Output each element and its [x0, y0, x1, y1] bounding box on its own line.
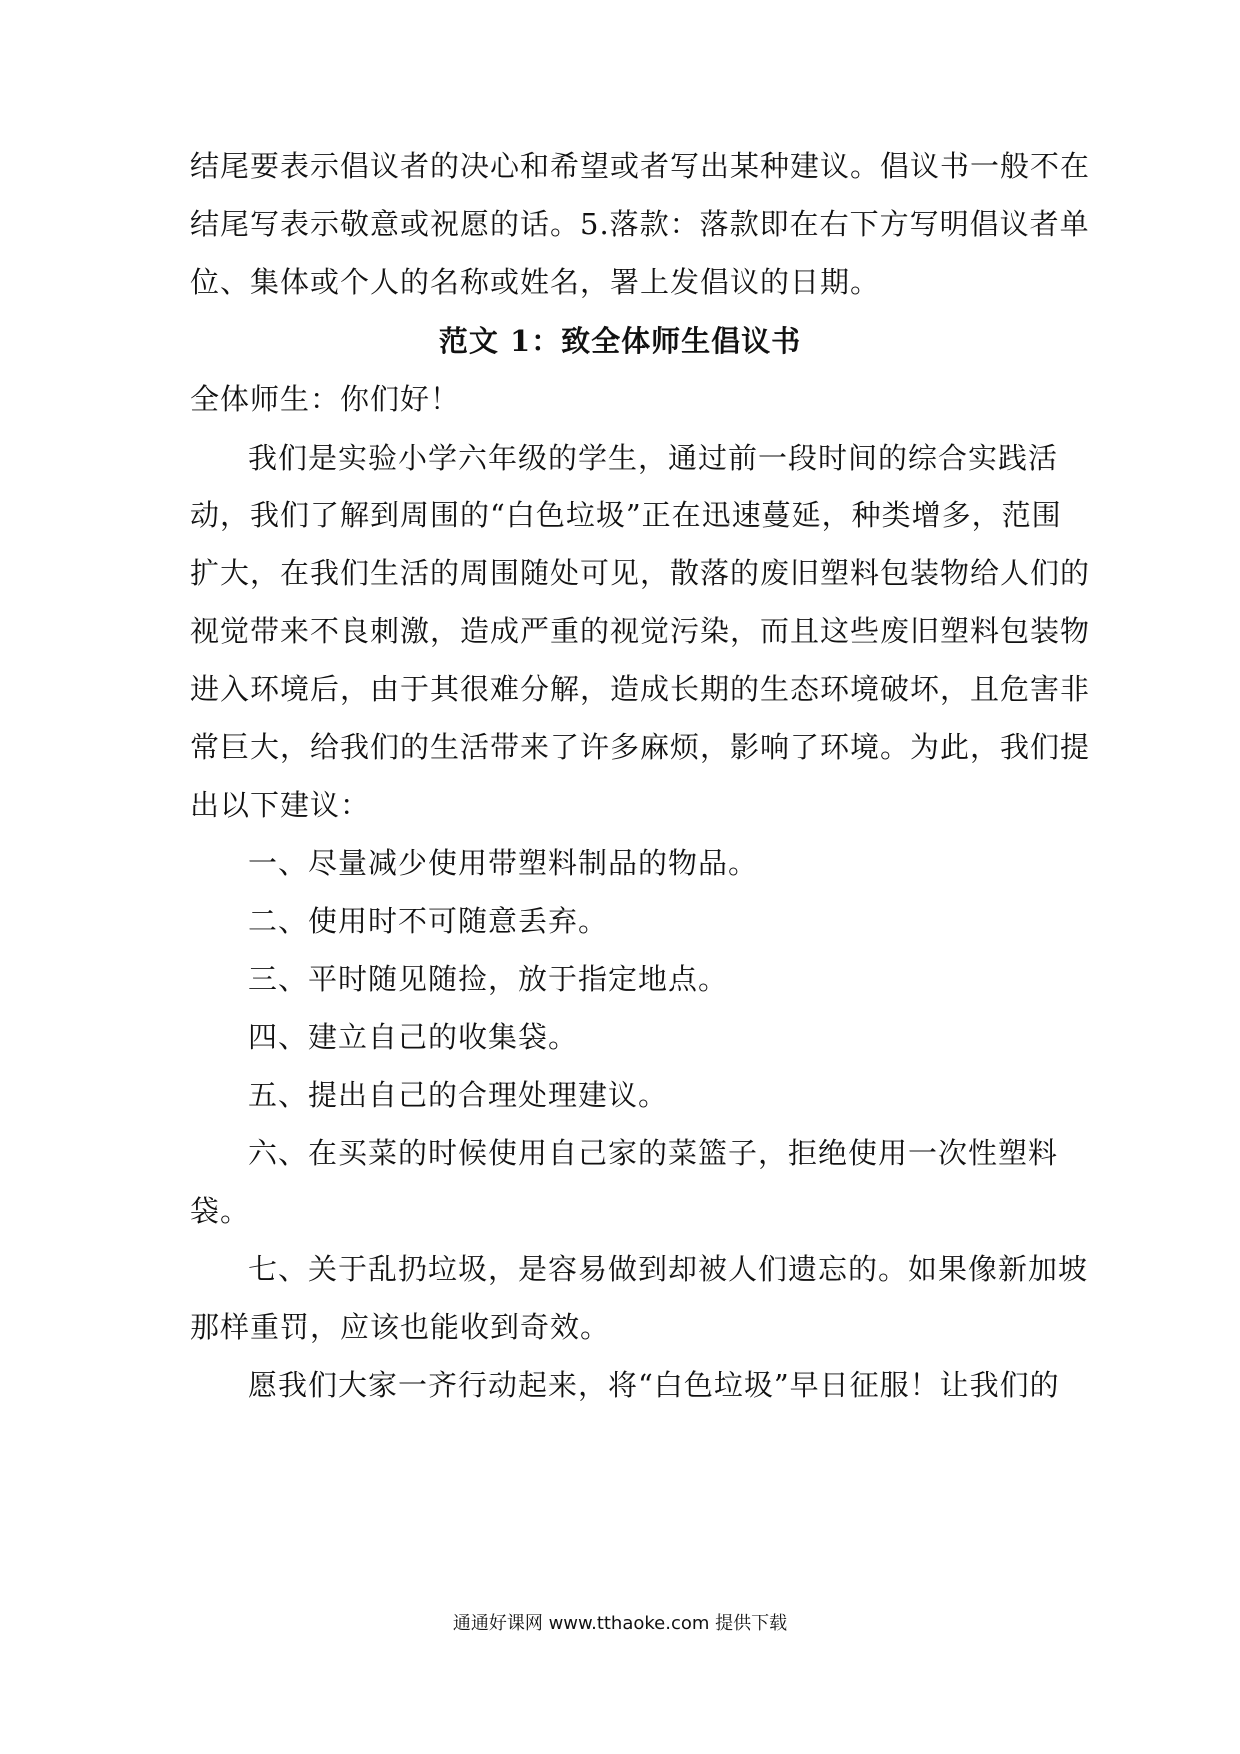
- intro-line: 位、集体或个人的名称或姓名，署上发倡议的日期。: [190, 265, 881, 299]
- list-item-continuation: 袋。: [190, 1194, 251, 1228]
- paragraph-line: 动，我们了解到周围的“白色垃圾”正在迅速蔓延，种类增多，范围: [190, 498, 1062, 532]
- paragraph-line: 我们是实验小学六年级的学生，通过前一段时间的综合实践活: [248, 441, 1059, 475]
- sample-title: 范文 1：致全体师生倡议书: [438, 324, 802, 358]
- list-item: 二、使用时不可随意丢弃。: [248, 904, 609, 938]
- list-item: 五、提出自己的合理处理建议。: [248, 1078, 669, 1112]
- intro-line: 结尾写表示敬意或祝愿的话。5.落款：落款即在右下方写明倡议者单: [190, 207, 1090, 241]
- paragraph-line: 常巨大，给我们的生活带来了许多麻烦，影响了环境。为此，我们提: [190, 730, 1091, 764]
- list-item: 六、在买菜的时候使用自己家的菜篮子，拒绝使用一次性塑料: [248, 1136, 1059, 1170]
- paragraph-line: 视觉带来不良刺激，造成严重的视觉污染，而且这些废旧塑料包装物: [190, 614, 1091, 648]
- list-item-continuation: 那样重罚，应该也能收到奇效。: [190, 1310, 611, 1344]
- list-item: 三、平时随见随捡，放于指定地点。: [248, 962, 729, 996]
- intro-line: 结尾要表示倡议者的决心和希望或者写出某种建议。倡议书一般不在: [190, 149, 1091, 183]
- page-footer: 通通好课网 www.tthaoke.com 提供下载: [452, 1613, 788, 1634]
- closing-line: 愿我们大家一齐行动起来，将“白色垃圾”早日征服！让我们的: [248, 1368, 1060, 1402]
- paragraph-line: 进入环境后，由于其很难分解，造成长期的生态环境破坏，且危害非: [190, 672, 1091, 706]
- paragraph-line: 出以下建议：: [190, 788, 371, 822]
- paragraph-line: 扩大，在我们生活的周围随处可见，散落的废旧塑料包装物给人们的: [190, 556, 1091, 590]
- list-item: 四、建立自己的收集袋。: [248, 1020, 579, 1054]
- salutation: 全体师生：你们好！: [190, 382, 461, 416]
- list-item: 一、尽量减少使用带塑料制品的物品。: [248, 846, 759, 880]
- list-item: 七、关于乱扔垃圾，是容易做到却被人们遗忘的。如果像新加坡: [248, 1252, 1089, 1286]
